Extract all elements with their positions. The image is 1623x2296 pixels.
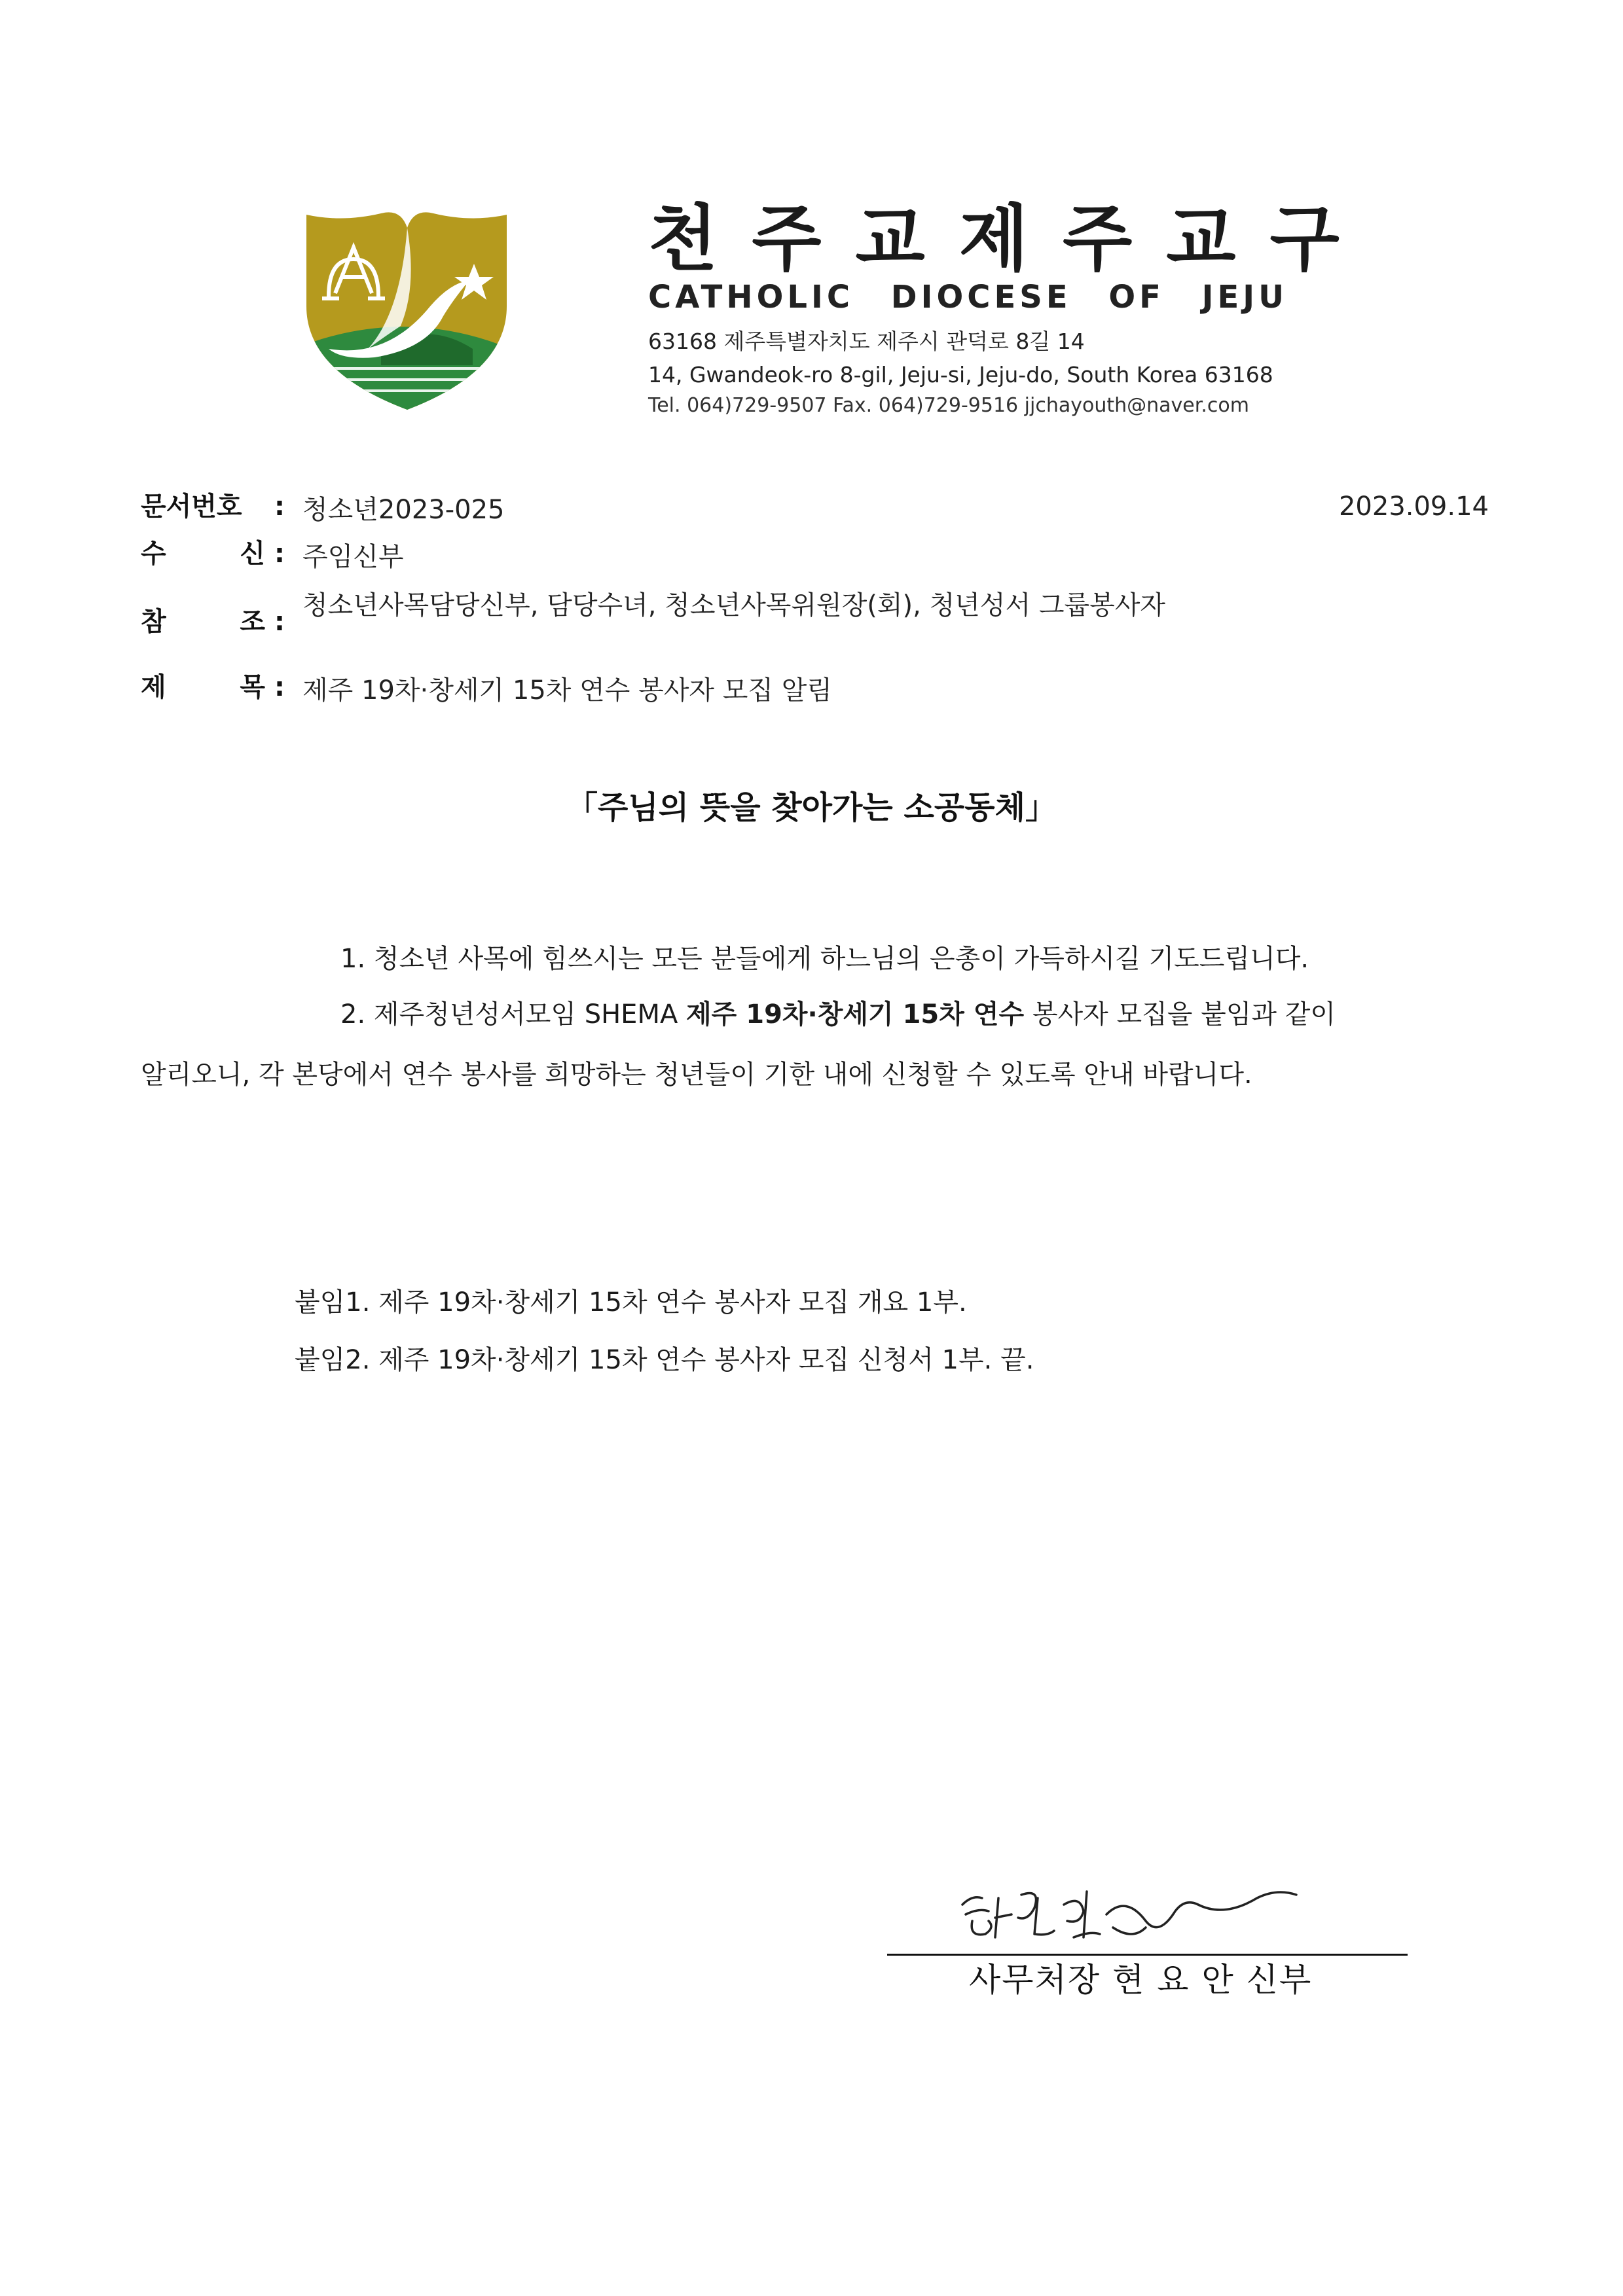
reference: 청소년사목담당신부, 담당수녀, 청소년사목위원장(회), 청년성서 그룹봉사자	[302, 590, 1166, 620]
body-paragraph-2-continued: 알리오니, 각 본당에서 연수 봉사를 희망하는 청년들이 기한 내에 신청할 수 있도록 안내 바랍니다.	[141, 1060, 1252, 1090]
recipient-label: 수 신 :	[141, 539, 285, 569]
reference-label: 참 조 :	[141, 607, 285, 637]
subject-label: 제 목 :	[141, 672, 285, 702]
org-name-korean: 천주교제주교구	[648, 197, 1374, 281]
handwritten-signature	[949, 1859, 1303, 1957]
attachment-2: 붙임2. 제주 19차·창세기 15차 연수 봉사자 모집 신청서 1부. 끝.	[295, 1345, 1034, 1375]
body-paragraph-2: 2. 제주청년성서모임 SHEMA 제주 19차·창세기 15차 연수 봉사자 모집을 붙임과 같이	[340, 999, 1336, 1030]
address-english: 14, Gwandeok-ro 8-gil, Jeju-si, Jeju-do, South Korea 63168	[648, 362, 1273, 387]
attachment-1: 붙임1. 제주 19차·창세기 15차 연수 봉사자 모집 개요 1부.	[295, 1287, 967, 1318]
signature-line	[887, 1954, 1408, 1956]
doc-number-label: 문서번호 :	[141, 492, 285, 522]
document-date: 2023.09.14	[1338, 492, 1489, 522]
recipient: 주임신부	[302, 542, 404, 572]
org-name-english: CATHOLIC DIOCESE OF JEJU	[648, 279, 1288, 315]
program-name: 제주 19차·창세기 15차 연수	[686, 999, 1025, 1030]
body-paragraph-1: 1. 청소년 사목에 힘쓰시는 모든 분들에게 하느님의 은총이 가득하시길 기도드립니다.	[340, 944, 1309, 974]
diocese-logo	[302, 208, 511, 411]
theme-title: 「주님의 뜻을 찾아가는 소공동체」	[566, 789, 1057, 826]
subject: 제주 19차·창세기 15차 연수 봉사자 모집 알림	[302, 675, 833, 706]
address-korean: 63168 제주특별자치도 제주시 관덕로 8길 14	[648, 329, 1085, 354]
doc-number: 청소년2023-025	[302, 495, 505, 525]
contact-info: Tel. 064)729-9507 Fax. 064)729-9516 jjchayouth@naver.com	[648, 394, 1249, 417]
signer-name: 사무처장 현 요 안 신부	[969, 1961, 1313, 1999]
